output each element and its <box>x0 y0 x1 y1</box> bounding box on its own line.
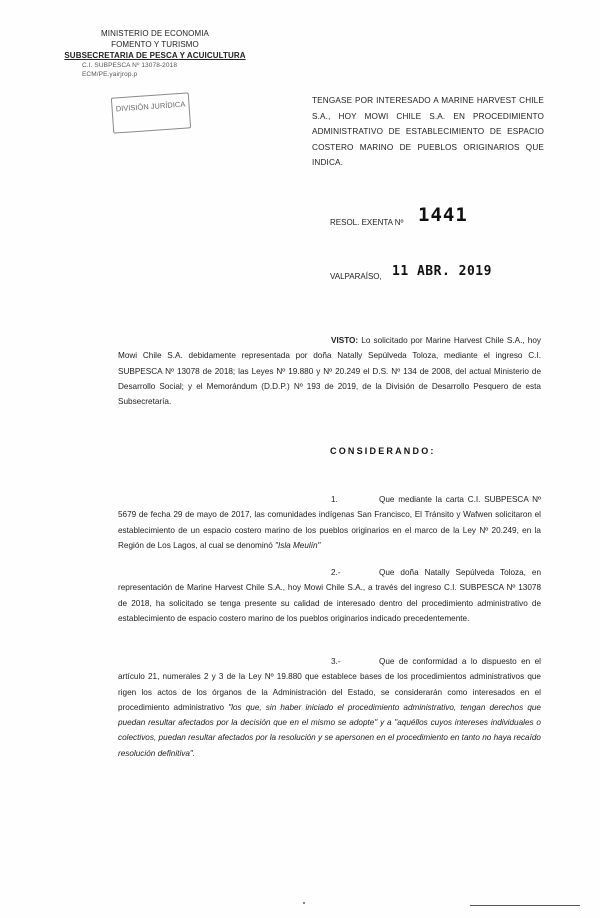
item-text: Que de conformidad a lo dispuesto en el artículo 21, numerales 2 y 3 de la Ley Nº 19.880 que establece bases de los procedimientos administrativos que rigen los actos de los órganos de la Administración del Estado, se considerarán como interesados en el procedimiento administrativo <box>118 657 541 712</box>
item-number: 2.- <box>331 568 341 577</box>
place-label: VALPARAÍSO, <box>330 272 382 281</box>
reference-code: C.I. SUBPESCA Nº 13078-2018 <box>82 62 178 69</box>
initials-code: ECM/PE.yairjrop.p <box>82 71 138 78</box>
considerando-item <box>118 492 541 553</box>
document-subject: TENGASE POR INTERESADO A MARINE HARVEST CHILE S.A., HOY MOWI CHILE S.A. EN PROCEDIMIENTO ADMINISTRATIVO DE ESTABLECIMIENTO DE ESPACIO COSTERO MARINO DE PUEBLOS ORIGINARIOS QUE INDICA. <box>312 96 544 167</box>
undersecretariat-name: SUBSECRETARIA DE PESCA Y ACUICULTURA <box>64 51 246 60</box>
considerando-item <box>118 565 541 626</box>
visto-paragraph <box>118 333 541 409</box>
considerando-item <box>118 654 541 761</box>
letterhead <box>60 28 250 79</box>
legal-division-stamp <box>111 92 191 133</box>
visto-text: Lo solicitado por Marine Harvest Chile S.A., hoy Mowi Chile S.A. debidamente representada por doña Natally Sepúlveda Toloza, mediante el ingreso C.I. SUBPESCA Nº 13078 de 2018; las Leyes Nº 19.880 y Nº 20.249 el D.S. Nº 134 de 2008, del actual Ministerio de Desarrollo Social; y el Memorándum (D.D.P.) Nº 193 de 2019, de la División de Desarrollo Pesquero de esta Subsecretaría. <box>118 336 541 407</box>
ministry-name: MINISTERIO DE ECONOMIA <box>101 29 209 38</box>
item-text: Que doña Natally Sepúlveda Toloza, en representación de Marine Harvest Chile S.A., hoy Mowi Chile S.A., a través del ingreso C.I. SUBPESCA Nº 13078 de 2018, ha solicitado se tenga presente su calidad de interesado dentro del procedimiento administrativo de establecimiento de espacio costero marino de los pueblos originarios indicado precedentemente. <box>118 568 541 623</box>
ministry-subname: FOMENTO Y TURISMO <box>111 40 199 49</box>
item-number: 3.- <box>331 657 341 666</box>
footer-mark <box>303 902 305 904</box>
item-italic: "Isla Meulín" <box>275 540 321 550</box>
stamp-text: DIVISIÓN JURÍDICA <box>115 99 186 114</box>
resolution-label: RESOL. EXENTA Nº <box>330 218 404 227</box>
item-number: 1. <box>331 495 338 504</box>
resolution-number: 1441 <box>418 204 468 226</box>
visto-lead: VISTO: <box>331 336 359 345</box>
footer-rule <box>470 905 580 906</box>
considerando-heading: CONSIDERANDO: <box>330 446 436 456</box>
item-italic: "los que, sin haber iniciado el procedimiento administrativo, tengan derechos que puedan resultar afectados por la decisión que en el mismo se adopte" y a "aquéllos cuyos intereses individuales o colectivos, puedan resultar afectados por la resolución y se apersonen en el procedimiento en tanto no haya recaído resolución definitiva". <box>118 702 541 758</box>
item-text: Que mediante la carta C.I. SUBPESCA Nº 5679 de fecha 29 de mayo de 2017, las comunidades indígenas San Francisco, El Tránsito y Wafwen solicitaron el establecimiento de un espacio costero marino de los pueblos originarios en el marco de la Ley Nº 20.249, en la Región de Los Lagos, al cual se denominó <box>118 495 541 550</box>
date-stamp: 11 ABR. 2019 <box>392 264 492 279</box>
